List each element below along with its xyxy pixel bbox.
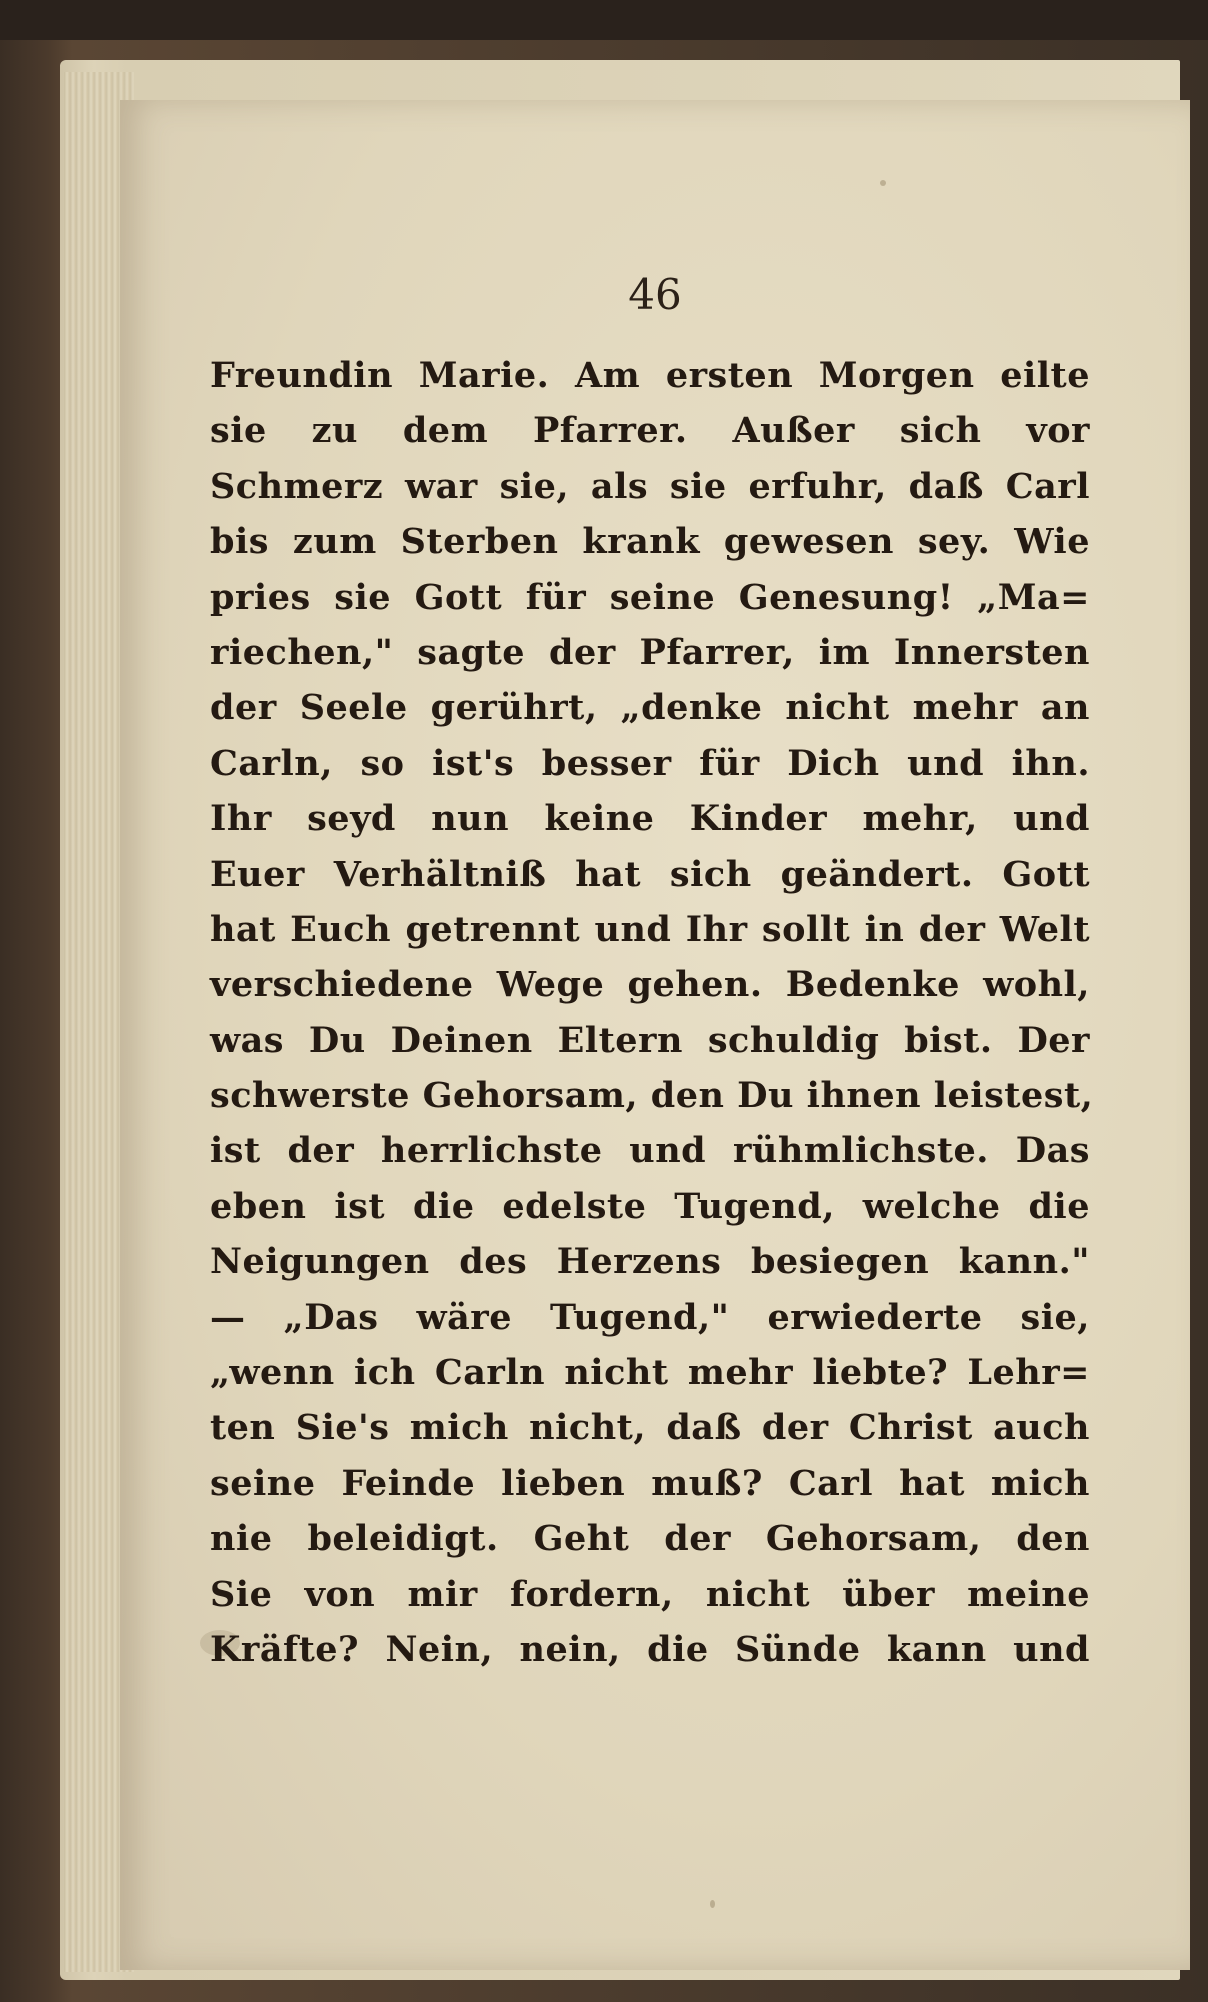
foxing-spot xyxy=(710,1900,715,1908)
text-line: eben ist die edelste Tugend, welche die xyxy=(210,1185,1090,1227)
body-text xyxy=(210,348,1094,1677)
text-line: Neigungen des Herzens besiegen kann." xyxy=(210,1241,1090,1283)
text-line: schwerste Gehorsam, den Du ihnen leistest, xyxy=(210,1075,1094,1117)
text-line: Carln, so ist's besser für Dich und ihn. xyxy=(210,742,1090,784)
text-line: Sie von mir fordern, nicht über meine xyxy=(210,1573,1090,1615)
text-line: Schmerz war sie, als sie erfuhr, daß Carl xyxy=(210,465,1090,507)
text-line: hat Euch getrennt und Ihr sollt in der Welt xyxy=(210,908,1090,950)
text-line: was Du Deinen Eltern schuldig bist. Der xyxy=(210,1019,1090,1061)
text-line: verschiedene Wege gehen. Bedenke wohl, xyxy=(210,964,1090,1006)
text-line: nie beleidigt. Geht der Gehorsam, den xyxy=(210,1518,1090,1560)
text-line: bis zum Sterben krank gewesen sey. Wie xyxy=(210,521,1090,563)
text-line: Freundin Marie. Am ersten Morgen eilte xyxy=(210,355,1090,396)
text-line: Ihr seyd nun keine Kinder mehr, und xyxy=(210,798,1090,840)
text-line: Kräfte? Nein, nein, die Sünde kann und xyxy=(210,1628,1090,1670)
text-line: ten Sie's mich nicht, daß der Christ auch xyxy=(210,1407,1090,1449)
text-line: seine Feinde lieben muß? Carl hat mich xyxy=(210,1462,1090,1504)
text-line: sie zu dem Pfarrer. Außer sich vor xyxy=(210,410,1090,452)
text-line: „wenn ich Carln nicht mehr liebte? Lehr= xyxy=(210,1352,1090,1394)
foxing-spot xyxy=(880,180,886,186)
text-line: riechen," sagte der Pfarrer, im Innersten xyxy=(210,631,1090,673)
text-line: der Seele gerührt, „denke nicht mehr an xyxy=(210,687,1090,729)
page-number: 46 xyxy=(628,270,682,319)
text-line: pries sie Gott für seine Genesung! „Ma= xyxy=(210,576,1090,618)
text-line: — „Das wäre Tugend," erwiederte sie, xyxy=(210,1296,1090,1338)
text-line: ist der herrlichste und rühmlichste. Das xyxy=(210,1130,1090,1172)
text-line: Euer Verhältniß hat sich geändert. Gott xyxy=(210,853,1090,895)
